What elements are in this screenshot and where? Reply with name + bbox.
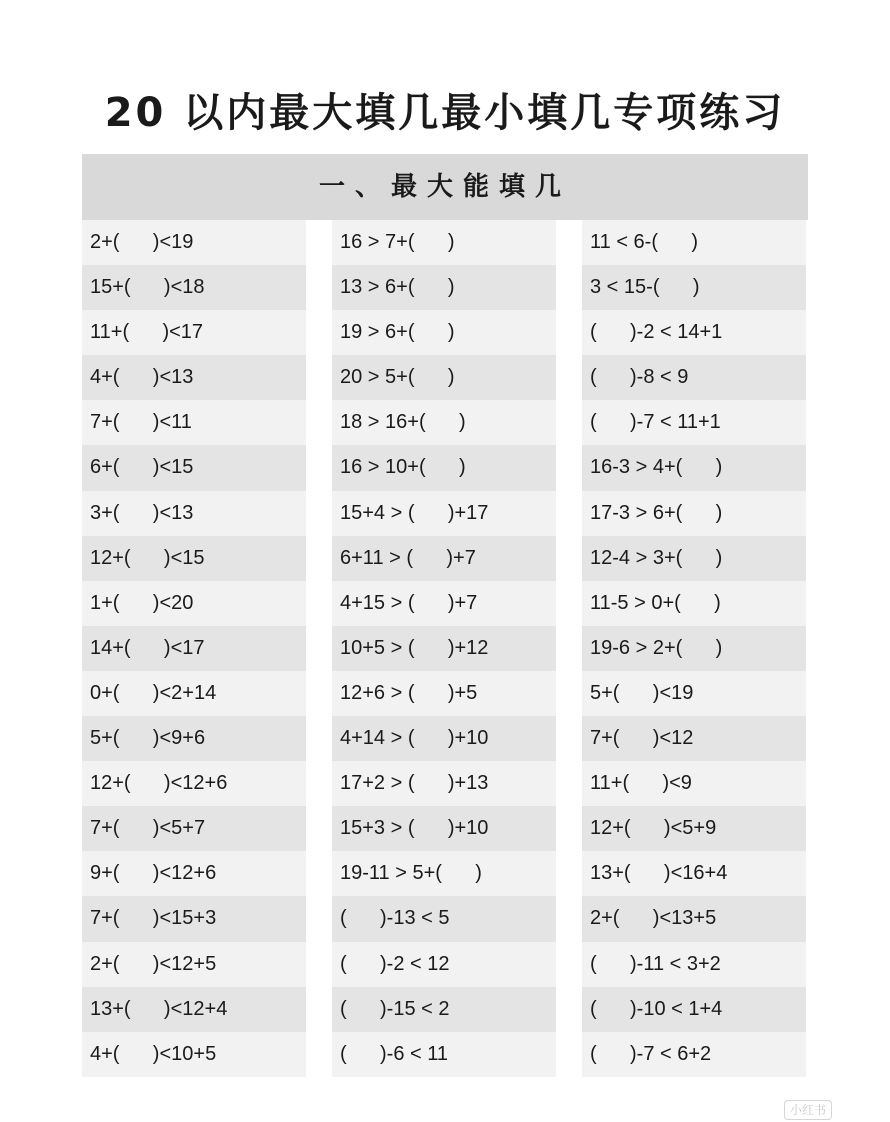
exercise-item: 11-5 > 0+( ) [582, 581, 806, 626]
exercise-item: 6+11 > ( )+7 [332, 536, 556, 581]
exercise-item: ( )-8 < 9 [582, 355, 806, 400]
exercise-item: 12+6 > ( )+5 [332, 671, 556, 716]
exercise-item: 11+( )<9 [582, 761, 806, 806]
exercise-item: 19-11 > 5+( ) [332, 851, 556, 896]
exercise-item: 3+( )<13 [82, 491, 306, 536]
exercise-item: 4+( )<10+5 [82, 1032, 306, 1077]
exercise-item: 18 > 16+( ) [332, 400, 556, 445]
exercise-item: 10+5 > ( )+12 [332, 626, 556, 671]
exercise-item: 4+14 > ( )+10 [332, 716, 556, 761]
exercise-item: 16 > 10+( ) [332, 445, 556, 490]
exercise-item: 13 > 6+( ) [332, 265, 556, 310]
exercise-item: 11+( )<17 [82, 310, 306, 355]
exercise-item: 20 > 5+( ) [332, 355, 556, 400]
exercise-columns [82, 220, 808, 1086]
exercise-item: ( )-13 < 5 [332, 896, 556, 941]
exercise-item: 5+( )<19 [582, 671, 806, 716]
exercise-item: 12+( )<12+6 [82, 761, 306, 806]
exercise-item: 11 < 6-( ) [582, 220, 806, 265]
page-title: 20 以内最大填几最小填几专项练习 [104, 90, 786, 136]
exercise-item: 17-3 > 6+( ) [582, 491, 806, 536]
exercise-item: ( )-15 < 2 [332, 987, 556, 1032]
exercise-item: 12+( )<15 [82, 536, 306, 581]
exercise-item: 3 < 15-( ) [582, 265, 806, 310]
exercise-item: 13+( )<16+4 [582, 851, 806, 896]
exercise-item: ( )-11 < 3+2 [582, 942, 806, 987]
exercise-item: 9+( )<12+6 [82, 851, 306, 896]
exercise-item: 2+( )<13+5 [582, 896, 806, 941]
exercise-item: 19 > 6+( ) [332, 310, 556, 355]
exercise-column-3 [582, 220, 806, 1086]
exercise-item: 0+( )<2+14 [82, 671, 306, 716]
exercise-item: 15+3 > ( )+10 [332, 806, 556, 851]
worksheet [82, 66, 808, 1086]
exercise-item: 4+15 > ( )+7 [332, 581, 556, 626]
exercise-item: 7+( )<11 [82, 400, 306, 445]
exercise-item: 13+( )<12+4 [82, 987, 306, 1032]
exercise-item: 14+( )<17 [82, 626, 306, 671]
exercise-column-1 [82, 220, 306, 1086]
exercise-item: ( )-2 < 14+1 [582, 310, 806, 355]
exercise-item: 15+( )<18 [82, 265, 306, 310]
exercise-item: 2+( )<19 [82, 220, 306, 265]
exercise-item: 12-4 > 3+( ) [582, 536, 806, 581]
exercise-item: 6+( )<15 [82, 445, 306, 490]
exercise-item: 16 > 7+( ) [332, 220, 556, 265]
exercise-item: 1+( )<20 [82, 581, 306, 626]
exercise-item: 5+( )<9+6 [82, 716, 306, 761]
exercise-item: 7+( )<12 [582, 716, 806, 761]
exercise-item: 7+( )<5+7 [82, 806, 306, 851]
exercise-item: 12+( )<5+9 [582, 806, 806, 851]
exercise-item: 7+( )<15+3 [82, 896, 306, 941]
exercise-item: 17+2 > ( )+13 [332, 761, 556, 806]
exercise-item: ( )-7 < 6+2 [582, 1032, 806, 1077]
exercise-item: 15+4 > ( )+17 [332, 491, 556, 536]
exercise-item: 4+( )<13 [82, 355, 306, 400]
exercise-item: 2+( )<12+5 [82, 942, 306, 987]
exercise-item: ( )-10 < 1+4 [582, 987, 806, 1032]
exercise-item: ( )-6 < 11 [332, 1032, 556, 1077]
exercise-item: ( )-2 < 12 [332, 942, 556, 987]
exercise-item: 19-6 > 2+( ) [582, 626, 806, 671]
section-heading: 一、最大能填几 [82, 154, 808, 220]
exercise-item: 16-3 > 4+( ) [582, 445, 806, 490]
watermark-badge: 小红书 [784, 1100, 832, 1120]
exercise-item: ( )-7 < 11+1 [582, 400, 806, 445]
exercise-column-2 [332, 220, 556, 1086]
